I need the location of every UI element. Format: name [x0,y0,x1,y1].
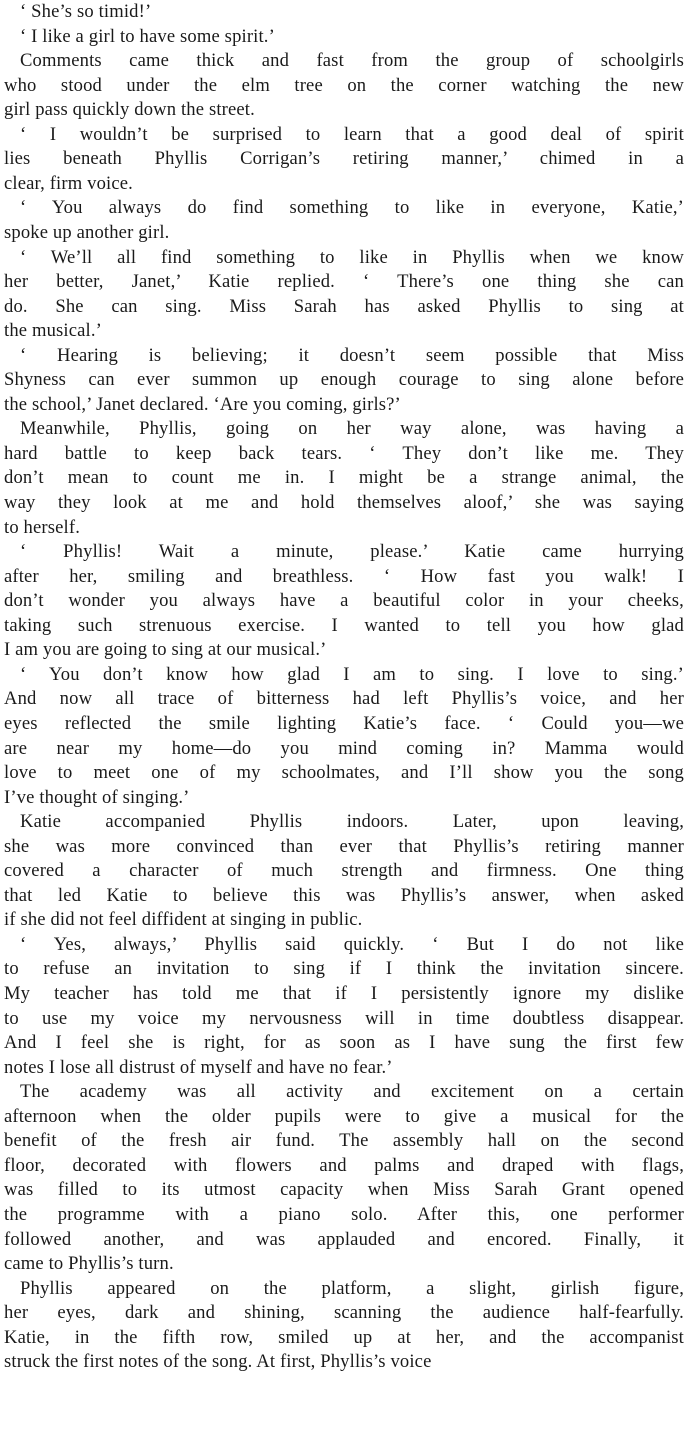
text-line: I’ve thought of singing.’ [4,786,190,808]
text-line: Katie, in the fifth row, smiled up at her, and the accompanist [4,1326,684,1348]
text-line: Comments came thick and fast from the group of schoolgirls [20,50,684,72]
text-line: hard battle to keep back tears. ‘ They don’t like me. They [4,442,684,464]
text-line: struck the first notes of the song. At first, Phyllis’s voice [4,1351,432,1373]
text-line: floor, decorated with flowers and palms and draped with flags, [4,1154,684,1176]
text-line: ‘ We’ll all find something to like in Phyllis when we know [20,246,684,268]
text-line: afternoon when the older pupils were to give a musical for the [4,1105,684,1127]
text-line: Meanwhile, Phyllis, going on her way alone, was having a [20,418,684,440]
text-line: was filled to its utmost capacity when Miss Sarah Grant opened [4,1179,684,1201]
text-line: notes I lose all distrust of myself and have no fear.’ [4,1056,393,1078]
text-line: the school,’ Janet declared. ‘Are you coming, girls?’ [4,393,401,415]
text-line: girl pass quickly down the street. [4,99,255,121]
text-line: eyes reflected the smile lighting Katie’s face. ‘ Could you—we [4,712,684,734]
text-line: Katie accompanied Phyllis indoors. Later, upon leaving, [20,811,684,833]
text-line: taking such strenuous exercise. I wanted to tell you how glad [4,614,684,636]
text-line: ‘ You don’t know how glad I am to sing. I love to sing.’ [20,663,684,685]
text-line: ‘ I like a girl to have some spirit.’ [20,25,275,47]
text-line: And I feel she is right, for as soon as I have sung the first few [4,1032,684,1054]
text-line: do. She can sing. Miss Sarah has asked Phyllis to sing at [4,295,684,317]
text-line: And now all trace of bitterness had left Phyllis’s voice, and her [4,688,684,710]
text-line: her better, Janet,’ Katie replied. ‘ There’s one thing she can [4,271,684,293]
text-line: don’t mean to count me in. I might be a strange animal, the [4,467,684,489]
text-line: love to meet one of my schoolmates, and I’ll show you the song [4,762,684,784]
text-line: The academy was all activity and excitement on a certain [20,1081,684,1103]
text-line: to use my voice my nervousness will in time doubtless disappear. [4,1007,684,1029]
text-line: I am you are going to sing at our musical.’ [4,639,327,661]
text-line: ‘ Phyllis! Wait a minute, please.’ Katie came hurrying [20,541,684,563]
text-line: came to Phyllis’s turn. [4,1253,174,1275]
text-line: she was more convinced than ever that Phyllis’s retiring manner [4,835,684,857]
text-line: ‘ Yes, always,’ Phyllis said quickly. ‘ But I do not like [20,933,684,955]
text-line: to refuse an invitation to sing if I think the invitation sincere. [4,958,684,980]
text-line: ‘ Hearing is believing; it doesn’t seem possible that Miss [20,344,684,366]
text-line: after her, smiling and breathless. ‘ How fast you walk! I [4,565,684,587]
text-line: are near my home—do you mind coming in? Mamma would [4,737,684,759]
text-line: ‘ She’s so timid!’ [20,1,152,22]
text-line: if she did not feel diffident at singing in public. [4,909,363,931]
text-line: Shyness can ever summon up enough courage to sing alone before [4,369,684,391]
text-line: My teacher has told me that if I persistently ignore my dislike [4,983,684,1004]
text-line: to herself. [4,516,80,538]
text-line: the musical.’ [4,320,102,342]
text-line: way they look at me and hold themselves aloof,’ she was saying [4,492,684,513]
text-line: Phyllis appeared on the platform, a slight, girlish figure, [20,1277,684,1299]
text-line: don’t wonder you always have a beautiful color in your cheeks, [4,590,684,612]
text-line: ‘ You always do find something to like in everyone, Katie,’ [20,197,684,219]
text-line: followed another, and was applauded and encored. Finally, it [4,1228,684,1250]
text-line: the programme with a piano solo. After this, one performer [4,1203,684,1225]
text-line: who stood under the elm tree on the corner watching the new [4,74,684,96]
text-line: benefit of the fresh air fund. The assembly hall on the second [4,1130,684,1152]
text-line: ‘ I wouldn’t be surprised to learn that a good deal of spirit [20,123,684,145]
text-line: lies beneath Phyllis Corrigan’s retiring manner,’ chimed in a [4,148,684,170]
text-line: clear, firm voice. [4,172,133,194]
text-line: covered a character of much strength and firmness. One thing [4,860,684,882]
text-line: that led Katie to believe this was Phyllis’s answer, when asked [4,884,684,906]
text-line: her eyes, dark and shining, scanning the audience half-fearfully. [4,1302,684,1324]
text-line: spoke up another girl. [4,221,170,243]
